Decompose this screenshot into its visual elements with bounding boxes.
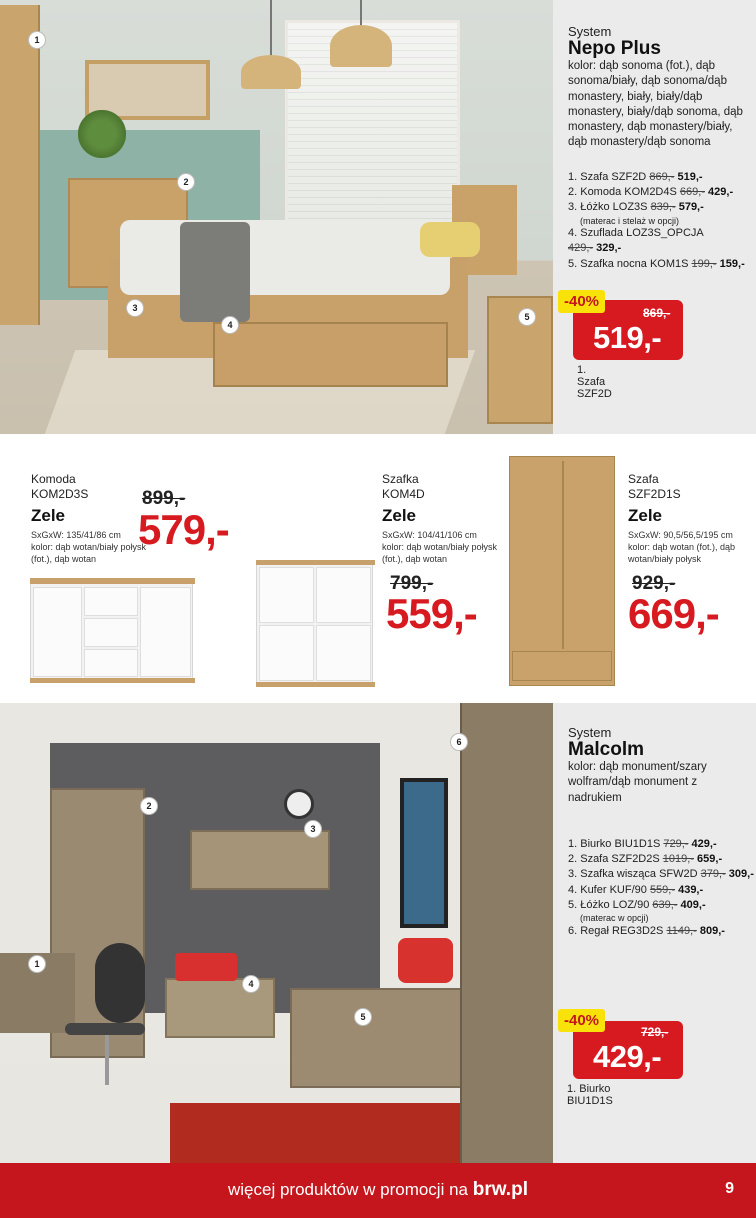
list-item: 3. Szafka wisząca SFW2D 379,- 309,- [568, 868, 754, 881]
marker-3: 3 [304, 820, 322, 838]
old-price: 899,- [142, 488, 186, 509]
product-code: KOM4D [382, 487, 425, 501]
product-szafa [628, 472, 748, 565]
bed [290, 988, 465, 1088]
list-item: 6. Regał REG3D2S 1149,- 809,- [568, 924, 725, 937]
product-name: Zele [31, 506, 66, 525]
product-code: KOM2D3S [31, 487, 89, 501]
clock [284, 789, 314, 819]
price-list [568, 837, 756, 939]
list-item: 2. Komoda KOM2D4S 669,- 429,- [568, 186, 734, 199]
old-price: 799,- [390, 573, 434, 594]
product-color: kolor: dąb wotan/biały połysk (fot.), dąb wotan [382, 542, 498, 565]
list-item: 2. Szafa SZF2D2S 1019,- 659,- [568, 853, 723, 866]
list-item: 4. Kufer KUF/90 559,- 439,- [568, 883, 704, 896]
new-price: 669,- [628, 590, 719, 637]
system-label: System [568, 24, 612, 39]
product-szafka [382, 472, 502, 565]
kids-room-photo [0, 703, 553, 1163]
bed-drawer [213, 322, 448, 387]
marker-4: 4 [221, 316, 239, 334]
malcolm-panel [553, 703, 756, 1163]
marker-1: 1 [28, 31, 46, 49]
old-price: 929,- [632, 573, 676, 594]
komoda-illustration [30, 582, 193, 682]
product-type: Szafka [382, 472, 419, 486]
system-description: kolor: dąb monument/szary wolfram/dąb monument z nadrukiem [568, 760, 707, 804]
marker-2: 2 [177, 173, 195, 191]
chair [75, 943, 145, 1093]
list-item: 3. Łóżko LOZ3S 839,- 579,- (materac i stelaż w opcji) [568, 201, 704, 226]
system-description: kolor: dąb sonoma (fot.), dąb sonoma/biały, dąb sonoma/dąb monastery, biały, biały/dąb monastery, biały/dąb sonoma, dąb monastery, dąb monastery/biały, dąb monastery/dąb sonoma [568, 59, 743, 149]
product-type: Szafa [628, 472, 659, 486]
deal-price: 519,- [573, 300, 683, 360]
price-list [568, 170, 756, 272]
deal-price: 429,- [573, 1021, 683, 1079]
product-dimensions: SxGxW: 135/41/86 cm [31, 530, 121, 540]
bookcase [460, 703, 553, 1163]
deal-old-price: 869,- [643, 306, 671, 320]
product-name: Zele [382, 506, 417, 525]
system-name: Nepo Plus [568, 38, 661, 59]
list-item: 1. Szafa SZF2D 869,- 519,- [568, 171, 703, 183]
list-item: 1. Biurko BIU1D1S 729,- 429,- [568, 838, 717, 850]
system-name: Malcolm [568, 739, 645, 760]
deal-old-price: 729,- [641, 1025, 669, 1039]
marker-2: 2 [140, 797, 158, 815]
pillow [420, 222, 480, 257]
brw-link[interactable]: brw.pl [472, 1179, 528, 1200]
footer-text: więcej produktów w promocji na brw.pl [228, 1179, 528, 1200]
deal-note: 1. Szafa SZF2D [577, 364, 612, 400]
marker-5: 5 [354, 1008, 372, 1026]
footer [0, 1163, 756, 1218]
product-name: Zele [628, 506, 663, 525]
pillow [398, 938, 453, 983]
rug [170, 1103, 470, 1163]
marker-3: 3 [126, 299, 144, 317]
lamp-shade [330, 25, 392, 67]
szafa-illustration [509, 456, 615, 686]
list-item: 4. Szuflada LOZ3S_OPCJA 429,- 329,- [568, 227, 704, 255]
product-code: SZF2D1S [628, 487, 681, 501]
new-price: 579,- [138, 506, 229, 553]
marker-5: 5 [518, 308, 536, 326]
page-number: 9 [725, 1180, 734, 1197]
new-price: 559,- [386, 590, 477, 637]
list-item: 5. Łóżko LOZ/90 639,- 409,- (materac w opcji) [568, 898, 706, 923]
poster [400, 778, 448, 928]
discount-badge: -40% [558, 290, 605, 313]
product-type: Komoda [31, 472, 76, 486]
wall-cabinet [190, 830, 330, 890]
wardrobe [0, 5, 40, 325]
product-color: kolor: dąb wotan (fot.), dąb wotan/biały połysk [628, 542, 736, 565]
plant [78, 110, 126, 158]
lamp-cord [270, 0, 272, 60]
blanket [180, 222, 250, 322]
nepo-plus-panel [553, 0, 756, 434]
product-komoda [31, 472, 151, 565]
product-dimensions: SxGxW: 104/41/106 cm [382, 530, 477, 540]
marker-4: 4 [242, 975, 260, 993]
discount-badge: -40% [558, 1009, 605, 1032]
system-label: System [568, 725, 612, 740]
cushion [175, 953, 237, 981]
product-color: kolor: dąb wotan/biały połysk (fot.), dąb wotan [31, 542, 147, 565]
deal-note: 1. Biurko BIU1D1S [567, 1083, 613, 1107]
marker-6: 6 [450, 733, 468, 751]
lamp-shade [241, 55, 301, 89]
marker-1: 1 [28, 955, 46, 973]
bedroom-photo [0, 0, 553, 434]
product-dimensions: SxGxW: 90,5/56,5/195 cm [628, 530, 733, 540]
szafka-illustration [256, 563, 373, 686]
list-item: 5. Szafka nocna KOM1S 199,- 159,- [568, 257, 745, 270]
bed-mattress [120, 220, 450, 295]
